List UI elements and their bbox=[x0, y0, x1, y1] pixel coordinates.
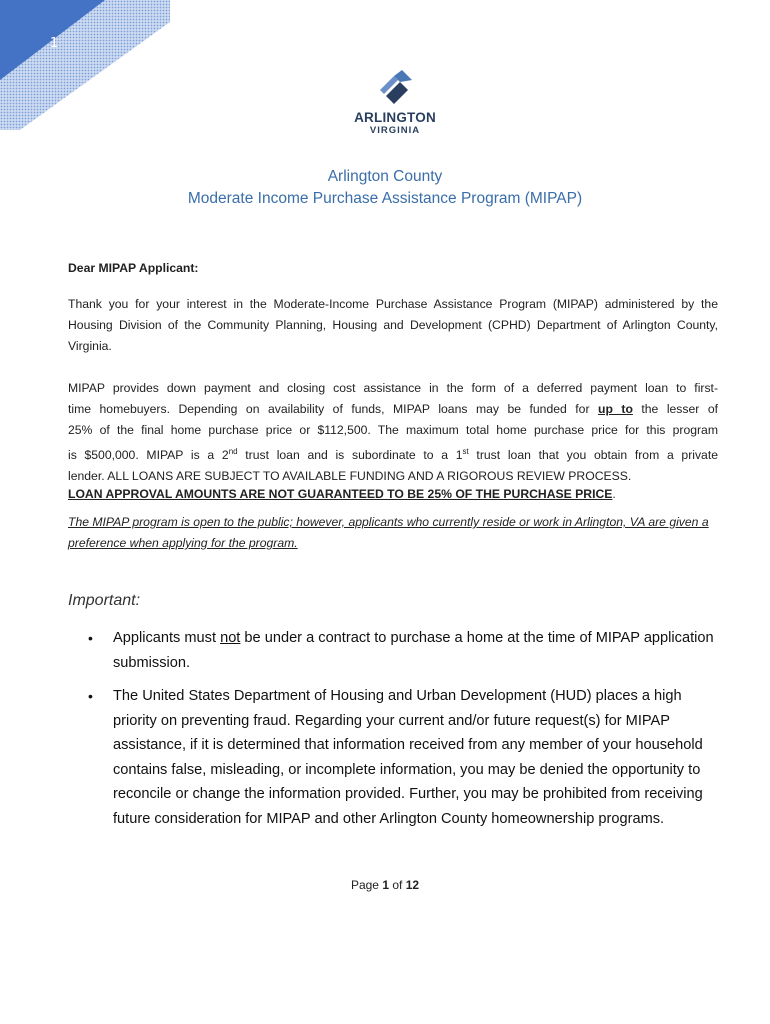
arlington-logo bbox=[340, 70, 450, 140]
preference-notice: The MIPAP program is open to the public; however, applicants who currently reside or work in Arlington, VA are given a preference when applying for the program. bbox=[68, 515, 709, 550]
arlington-logo-mark bbox=[374, 70, 414, 108]
document-title-county: Arlington County bbox=[327, 168, 443, 185]
loan-approval-text: LOAN APPROVAL AMOUNTS ARE NOT GUARANTEED TO BE 25% OF THE PURCHASE PRICE bbox=[68, 487, 613, 501]
list-item: • The United States Department of Housing and Urban Development (HUD) places a high priority on preventing fraud. Regarding your current and/or future request(s) for MIPAP assistance, if it is determined that information received from any member of your household contains false, misleading, or incomplete information, you may be denied the opportunity to reconcile or change the information provided. Further, you may be prohibited from receiving future consideration for MIPAP and other Arlington County homeownership programs. bbox=[88, 684, 728, 831]
current-page: 1 bbox=[382, 878, 389, 892]
logo-state: VIRGINIA bbox=[369, 125, 421, 136]
salutation: Dear MIPAP Applicant: bbox=[68, 261, 199, 275]
not-emphasis: not bbox=[220, 630, 241, 646]
loan-approval-notice: LOAN APPROVAL AMOUNTS ARE NOT GUARANTEED TO BE 25% OF THE PURCHASE PRICE. bbox=[68, 487, 616, 501]
important-heading: Important: bbox=[68, 592, 141, 609]
important-list bbox=[88, 626, 728, 840]
document-title-program: Moderate Income Purchase Assistance Program (MIPAP) bbox=[187, 190, 583, 207]
list-item: • Applicants must not be under a contract to purchase a home at the time of MIPAP application submission. bbox=[88, 626, 728, 675]
up-to-emphasis: up to bbox=[598, 402, 633, 416]
logo-name: ARLINGTON bbox=[354, 110, 436, 125]
page-footer: Page 1 of 12 bbox=[350, 878, 420, 892]
assistance-line-3: 25% of the final home purchase price or $112,500. The maximum total home purchase price for this program bbox=[68, 423, 718, 437]
assistance-line-2: time homebuyers. Depending on availability of funds, MIPAP loans may be funded for up to the lesser of bbox=[68, 402, 718, 416]
page-number-badge: 1 bbox=[50, 36, 59, 51]
assistance-line-4: is $500,000. MIPAP is a 2nd trust loan and is subordinate to a 1st trust loan that you obtain from a private bbox=[68, 447, 718, 463]
assistance-line-5: lender. ALL LOANS ARE SUBJECT TO AVAILABLE FUNDING AND A RIGOROUS REVIEW PROCESS. bbox=[68, 469, 632, 484]
page-corner-badge bbox=[0, 0, 170, 130]
intro-paragraph: Thank you for your interest in the Moderate-Income Purchase Assistance Program (MIPAP) administered by the Housing Division of the Community Planning, Housing and Development (CPHD) Department of Arlington County, Virginia. bbox=[68, 297, 718, 353]
total-pages: 12 bbox=[405, 878, 420, 892]
assistance-line-1: MIPAP provides down payment and closing cost assistance in the form of a deferred payment loan to first- bbox=[68, 381, 718, 395]
assistance-paragraph bbox=[68, 378, 718, 487]
